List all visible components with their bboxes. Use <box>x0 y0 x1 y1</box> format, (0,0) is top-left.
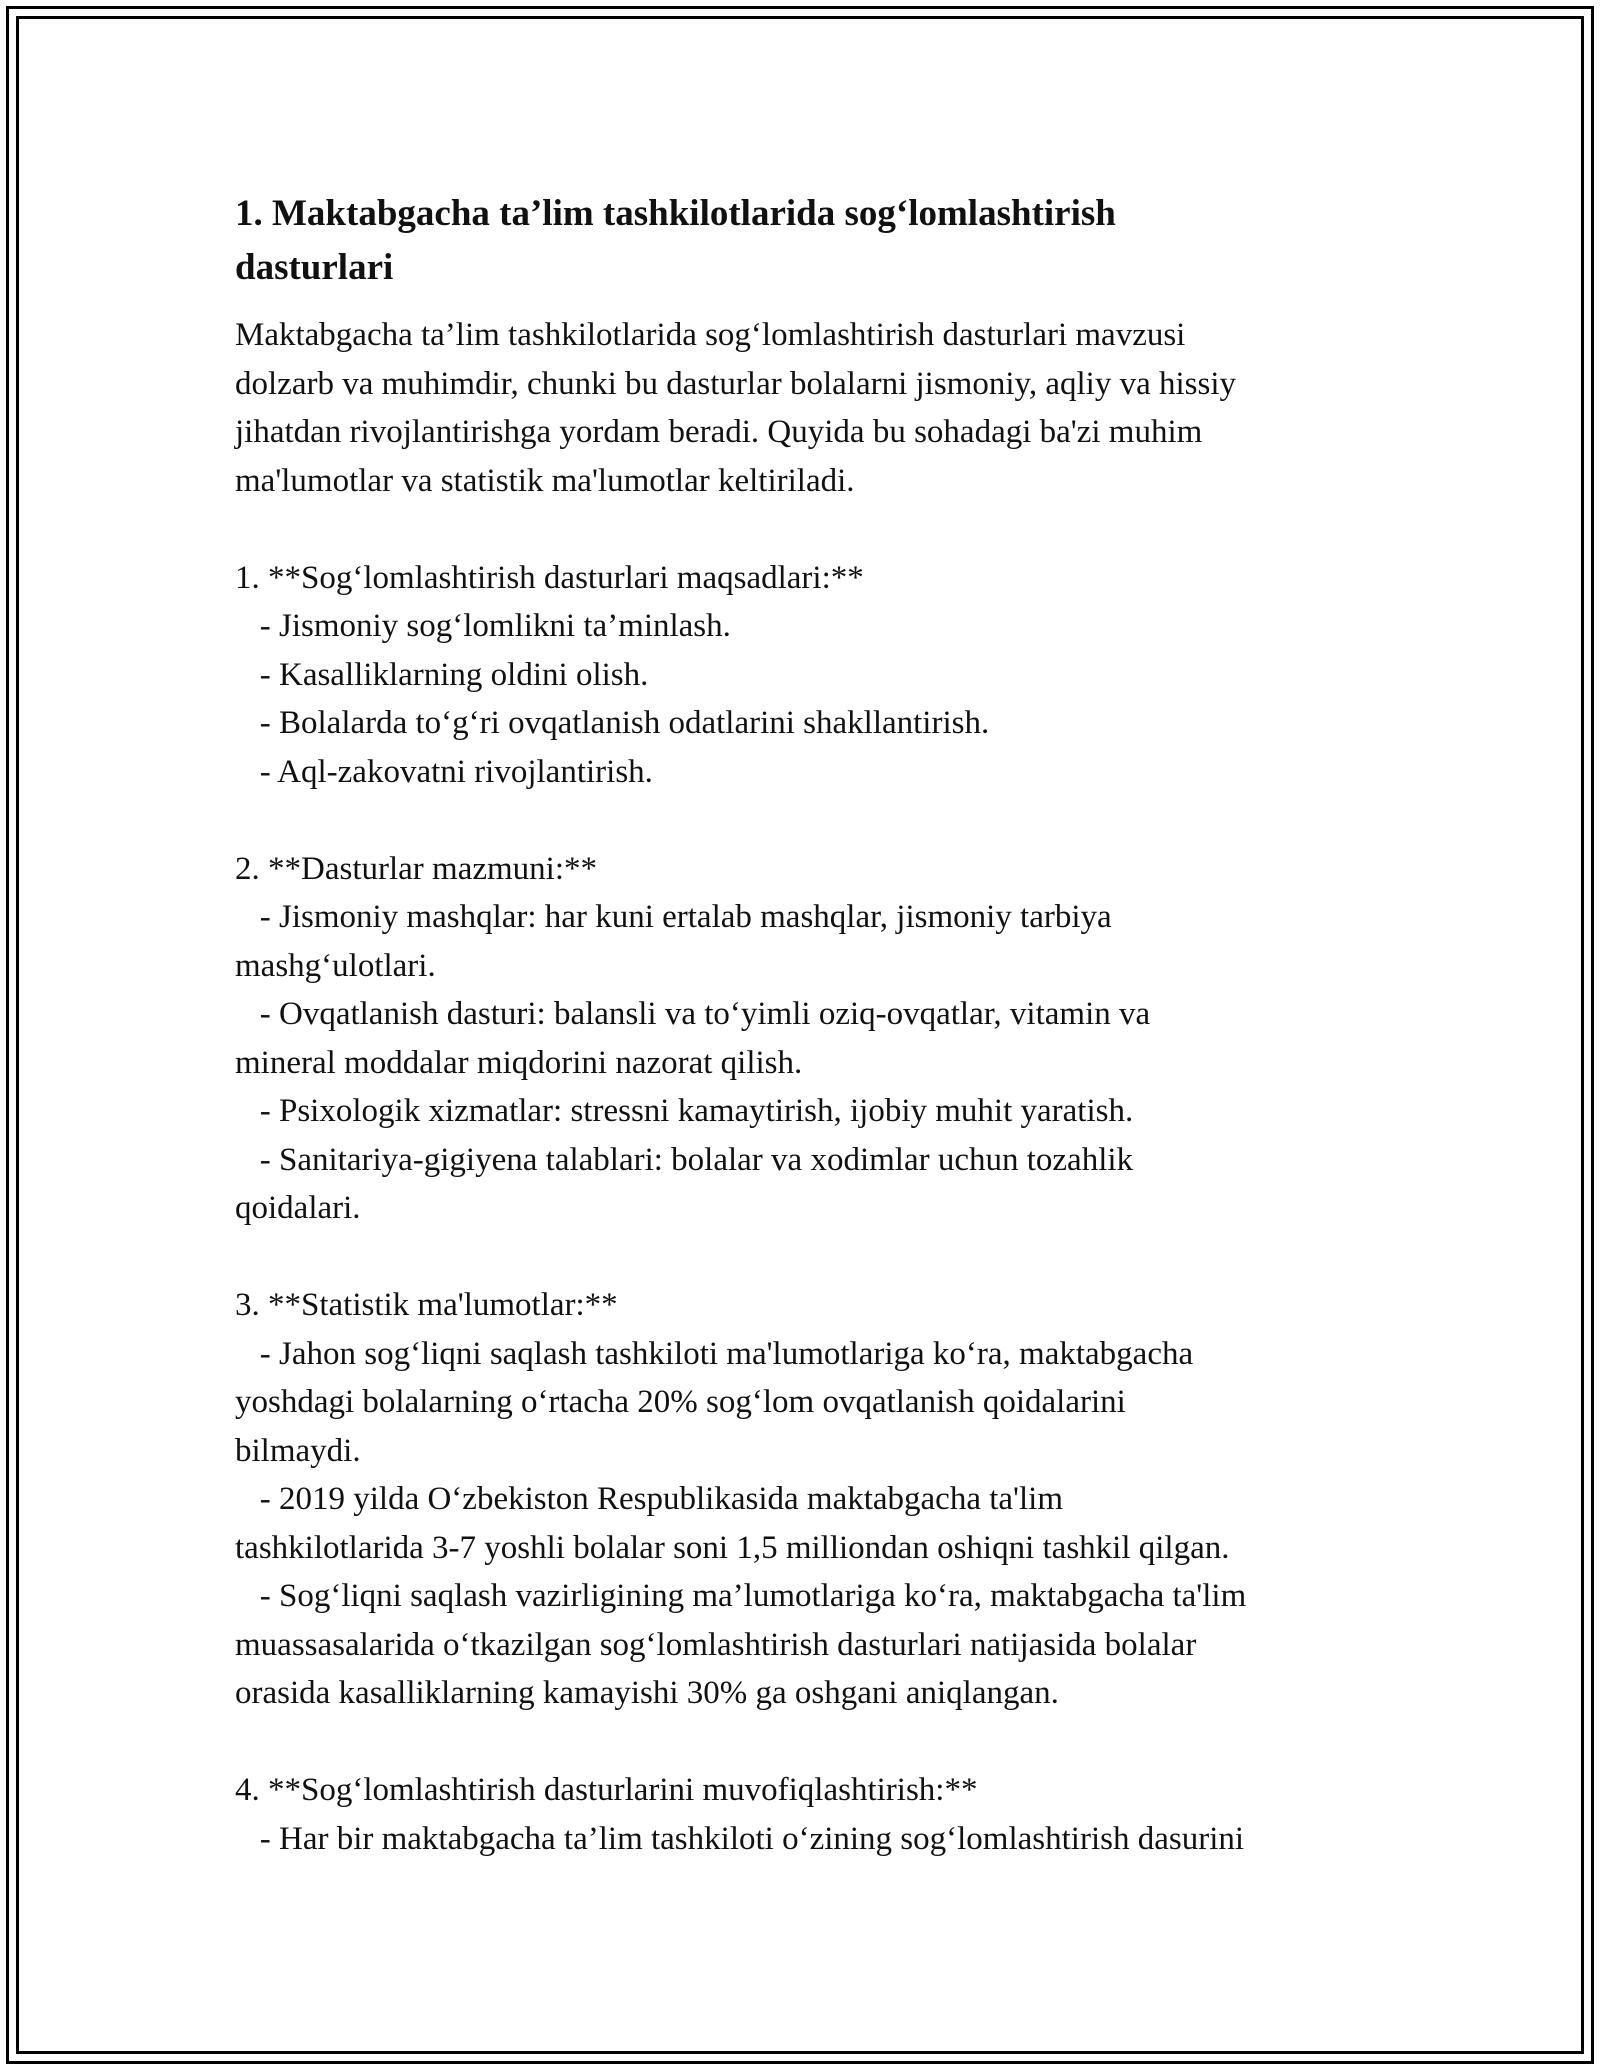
list-item-continuation: orasida kasalliklarning kamayishi 30% ga oshgani aniqlangan. <box>235 1675 1059 1711</box>
title-line: 1. Maktabgacha ta’lim tashkilotlarida sog‘lomlashtirish <box>235 193 1116 234</box>
paragraph-gap <box>235 505 1375 554</box>
text-line: dolzarb va muhimdir, chunki bu dasturlar bolalarni jismoniy, aqliy va hissiy <box>235 365 1237 402</box>
list-item-continuation: tashkilotlarida 3-7 yoshli bolalar soni 1,5 milliondan oshiqni tashkil qilgan. <box>235 1529 1230 1566</box>
paragraph-gap <box>235 1233 1375 1282</box>
title-line: dasturlari <box>235 247 394 288</box>
list-item: - Kasalliklarning oldini olish. <box>235 656 649 693</box>
document-body <box>235 187 1375 1863</box>
list-item: - Bolalarda to‘g‘ri ovqatlanish odatlarini shakllantirish. <box>235 705 990 741</box>
section-heading: 2. **Dasturlar mazmuni:** <box>235 850 598 887</box>
list-item-continuation: bilmaydi. <box>235 1432 361 1469</box>
list-item: - Har bir maktabgacha ta’lim tashkiloti o‘zining sog‘lomlashtirish dasurini <box>235 1820 1245 1857</box>
paragraph-gap <box>235 796 1375 845</box>
list-item-continuation: yoshdagi bolalarning o‘rtacha 20% sog‘lom ovqatlanish qoidalarini <box>235 1384 1126 1420</box>
list-item: - Aql-zakovatni rivojlantirish. <box>235 753 653 790</box>
list-item: - Sanitariya-gigiyena talablari: bolalar va xodimlar uchun tozahlik <box>235 1141 1134 1178</box>
text-line: ma'lumotlar va statistik ma'lumotlar keltiriladi. <box>235 462 855 499</box>
list-item: - Jahon sog‘liqni saqlash tashkiloti ma'lumotlariga ko‘ra, maktabgacha <box>235 1335 1194 1372</box>
list-item-continuation: mineral moddalar miqdorini nazorat qilish. <box>235 1044 803 1081</box>
list-item: - Psixologik xizmatlar: stressni kamaytirish, ijobiy muhit yaratish. <box>235 1093 1134 1129</box>
list-item: - 2019 yilda O‘zbekiston Respublikasida maktabgacha ta'lim <box>235 1481 1063 1517</box>
section-heading: 1. **Sog‘lomlashtirish dasturlari maqsadlari:** <box>235 559 864 596</box>
section-heading: 4. **Sog‘lomlashtirish dasturlarini muvofiqlashtirish:** <box>235 1772 978 1808</box>
text-line: jihatdan rivojlantirishga yordam beradi. Quyida bu sohadagi ba'zi muhim <box>235 414 1203 450</box>
list-item: - Jismoniy mashqlar: har kuni ertalab mashqlar, jismoniy tarbiya <box>235 899 1112 935</box>
list-item-continuation: qoidalari. <box>235 1190 361 1226</box>
list-item: - Jismoniy sog‘lomlikni ta’minlash. <box>235 608 731 644</box>
intro-paragraph <box>235 311 1375 1863</box>
document-title <box>235 187 1375 295</box>
list-item-continuation: mashg‘ulotlari. <box>235 947 436 984</box>
text-line: Maktabgacha ta’lim tashkilotlarida sog‘lomlashtirish dasturlari mavzusi <box>235 317 1186 353</box>
list-item: - Ovqatlanish dasturi: balansli va to‘yimli oziq-ovqatlar, vitamin va <box>235 996 1151 1032</box>
list-item-continuation: muassasalarida o‘tkazilgan sog‘lomlashtirish dasturlari natijasida bolalar <box>235 1626 1197 1663</box>
list-item: - Sog‘liqni saqlash vazirligining ma’lumotlariga ko‘ra, maktabgacha ta'lim <box>235 1578 1247 1614</box>
paragraph-gap <box>235 1718 1375 1767</box>
section-heading: 3. **Statistik ma'lumotlar:** <box>235 1287 618 1323</box>
